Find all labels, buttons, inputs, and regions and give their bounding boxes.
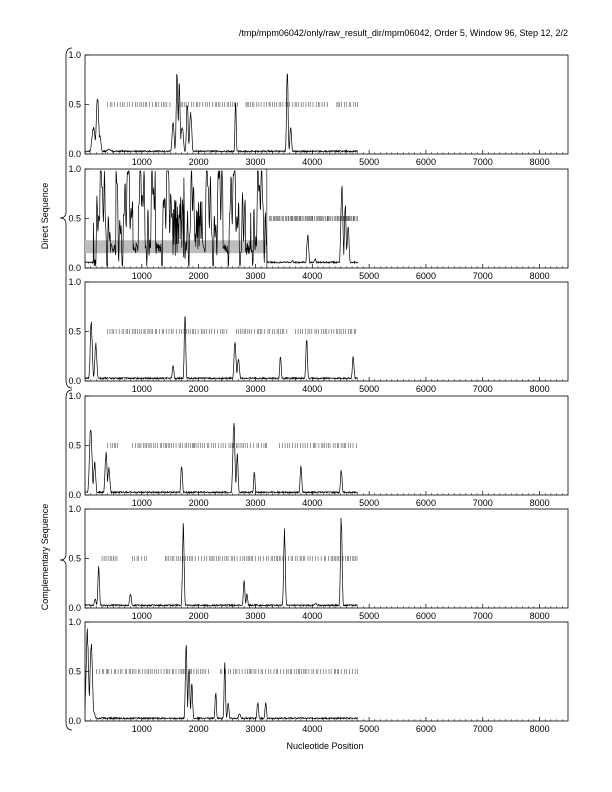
- y-tick-label: 0.0: [68, 263, 81, 273]
- x-tick-label: 8000: [529, 498, 550, 508]
- tick-row: [102, 556, 357, 561]
- x-tick-label: 3000: [245, 384, 266, 394]
- signal-line: [85, 74, 358, 152]
- x-tick-label: 5000: [359, 498, 380, 508]
- tick-row: [270, 216, 358, 221]
- x-tick-label: 4000: [302, 498, 323, 508]
- y-tick-label: 1.0: [68, 164, 81, 174]
- tick-row: [96, 669, 357, 674]
- x-tick-label: 5000: [359, 271, 380, 281]
- x-tick-label: 1000: [131, 498, 152, 508]
- y-tick-label: 0.5: [68, 326, 81, 337]
- x-tick-label: 8000: [529, 384, 550, 394]
- x-tick-label: 6000: [415, 271, 436, 281]
- y-tick-label: 0.0: [68, 603, 81, 613]
- x-tick-label: 8000: [529, 724, 550, 734]
- y-tick-label: 0.0: [68, 716, 81, 726]
- x-tick-label: 3000: [245, 611, 266, 621]
- x-tick-label: 1000: [131, 384, 152, 394]
- panel-1: [68, 50, 568, 167]
- tick-row: [108, 102, 358, 107]
- panel-frame: [85, 55, 568, 154]
- x-tick-label: 7000: [472, 271, 493, 281]
- panel-4: [68, 391, 568, 508]
- x-tick-label: 1000: [131, 724, 152, 734]
- x-tick-label: 4000: [302, 724, 323, 734]
- panel-frame: [85, 509, 568, 608]
- y-tick-label: 1.0: [68, 277, 81, 287]
- x-tick-label: 2000: [188, 498, 209, 508]
- x-tick-label: 6000: [415, 611, 436, 621]
- panel-5: [68, 504, 568, 621]
- x-tick-label: 7000: [472, 384, 493, 394]
- y-tick-label: 0.5: [68, 553, 81, 564]
- x-tick-label: 8000: [529, 611, 550, 621]
- x-tick-label: 4000: [302, 384, 323, 394]
- y-tick-label: 0.0: [68, 376, 81, 386]
- y-tick-label: 0.5: [68, 666, 81, 677]
- x-tick-label: 5000: [359, 384, 380, 394]
- x-tick-label: 6000: [415, 384, 436, 394]
- signal-line: [85, 317, 358, 380]
- x-tick-label: 1000: [131, 157, 152, 167]
- y-tick-label: 1.0: [68, 50, 81, 60]
- x-tick-label: 2000: [188, 271, 209, 281]
- x-tick-label: 4000: [302, 611, 323, 621]
- x-tick-label: 4000: [302, 271, 323, 281]
- x-tick-label: 7000: [472, 611, 493, 621]
- x-tick-label: 7000: [472, 498, 493, 508]
- y-tick-label: 0.5: [68, 99, 81, 110]
- x-tick-label: 4000: [302, 157, 323, 167]
- signal-line: [85, 423, 358, 493]
- group-label-complementary: Complementary Sequence: [40, 503, 50, 611]
- x-tick-label: 3000: [245, 498, 266, 508]
- signal-line: [85, 518, 358, 606]
- x-tick-label: 5000: [359, 724, 380, 734]
- group-label-direct: Direct Sequence: [40, 182, 50, 250]
- chart-title: /tmp/mpm06042/only/raw_result_dir/mpm06042, Order 5, Window 96, Step 12, 2/2: [238, 28, 568, 38]
- x-tick-label: 1000: [131, 271, 152, 281]
- y-tick-label: 1.0: [68, 391, 81, 401]
- x-tick-label: 8000: [529, 157, 550, 167]
- x-tick-label: 7000: [472, 157, 493, 167]
- x-tick-label: 2000: [188, 724, 209, 734]
- x-tick-label: 3000: [245, 724, 266, 734]
- x-tick-label: 5000: [359, 157, 380, 167]
- panel-6: [68, 617, 568, 734]
- panel-3: [68, 277, 568, 394]
- x-tick-label: 3000: [245, 157, 266, 167]
- x-tick-label: 5000: [359, 611, 380, 621]
- x-axis-label: Nucleotide Position: [286, 741, 364, 751]
- x-tick-label: 2000: [188, 384, 209, 394]
- panel-2: [68, 164, 568, 281]
- x-tick-label: 3000: [245, 271, 266, 281]
- y-tick-label: 0.0: [68, 149, 81, 159]
- x-tick-label: 6000: [415, 157, 436, 167]
- x-tick-label: 6000: [415, 724, 436, 734]
- panels: [68, 50, 568, 734]
- y-tick-label: 1.0: [68, 617, 81, 627]
- x-tick-label: 8000: [529, 271, 550, 281]
- tick-row: [108, 443, 356, 448]
- panel-frame: [85, 622, 568, 721]
- y-tick-label: 0.5: [68, 440, 81, 451]
- x-tick-label: 2000: [188, 157, 209, 167]
- x-tick-label: 2000: [188, 611, 209, 621]
- x-tick-label: 6000: [415, 498, 436, 508]
- y-tick-label: 0.5: [68, 213, 81, 224]
- tick-row: [108, 329, 356, 334]
- x-tick-label: 7000: [472, 724, 493, 734]
- y-tick-label: 1.0: [68, 504, 81, 514]
- y-tick-label: 0.0: [68, 490, 81, 500]
- x-tick-label: 1000: [131, 611, 152, 621]
